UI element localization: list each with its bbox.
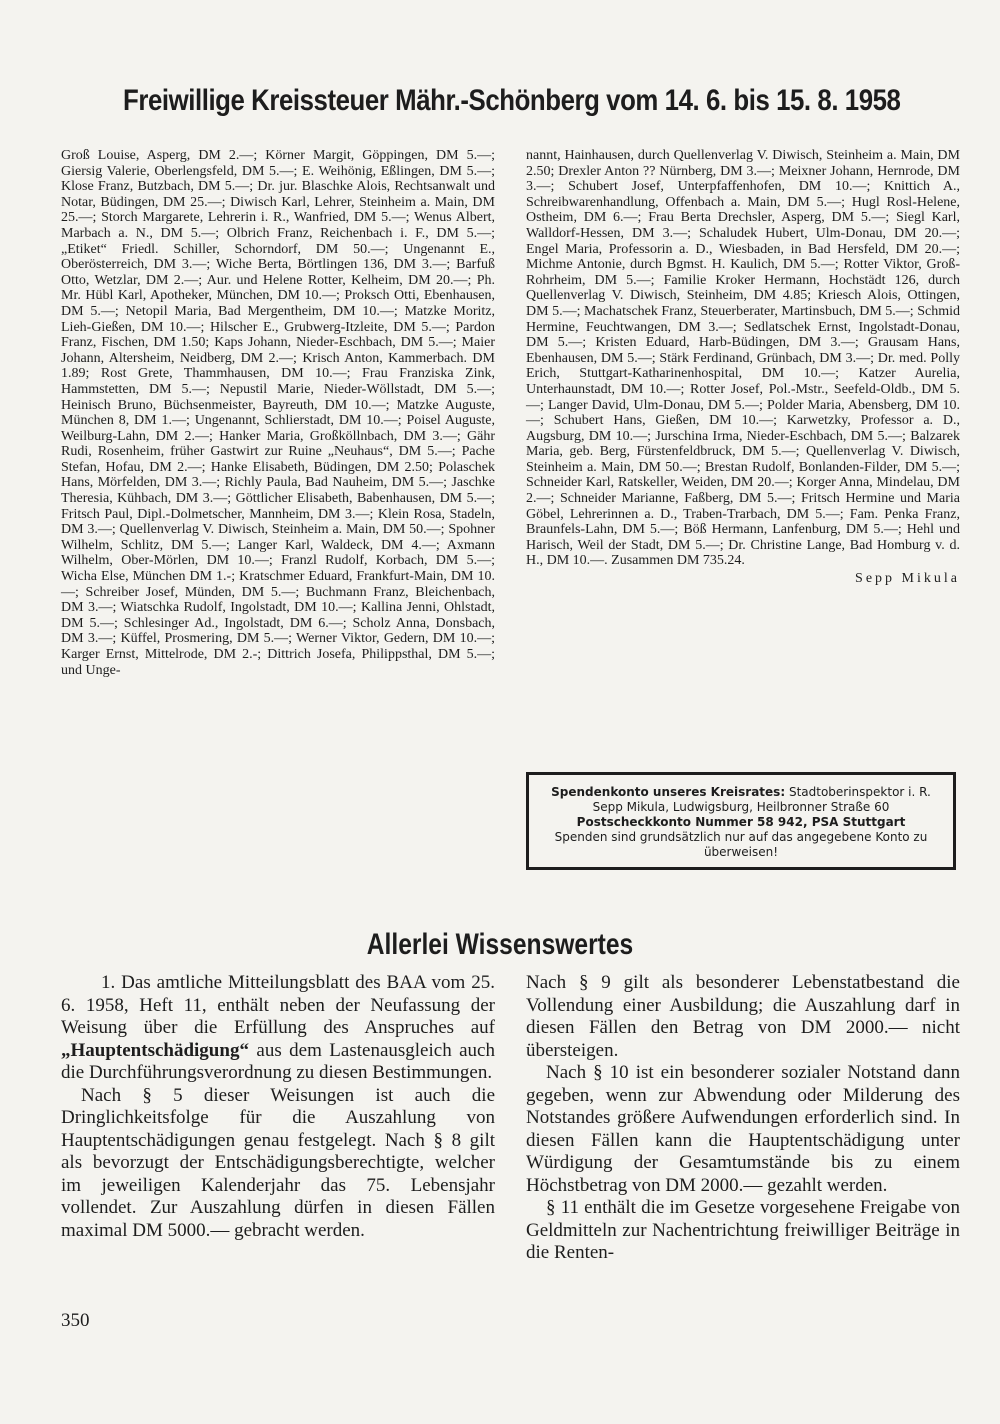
- bank-account-holder: Stadtoberinspektor i. R. Sepp Mikula, Ludwigsburg, Heilbronner Straße 60: [592, 785, 931, 814]
- article-paragraph-2: Nach § 5 dieser Weisungen ist auch die Dringlichkeitsfolge für die Auszahlung von Hauptentschädigungen genau festgelegt. Nach § 8 gilt als bevorzugt der Entschädigungsberechtigte, welcher im jeweiligen Kalenderjahr das 75. Lebensjahr vollendet. Zur Auszahlung dürfen in diesen Fällen maximal DM 5000.— gebracht werden.: [61, 1084, 495, 1241]
- transfer-note: Spenden sind grundsätzlich nur auf das angegebene Konto zu überweisen!: [554, 830, 928, 859]
- donation-list-right-column: [526, 148, 960, 587]
- page-number: 350: [61, 1310, 90, 1331]
- emphasized-term: „Hauptentschädigung“: [61, 1039, 249, 1061]
- bank-account-line: [537, 785, 945, 815]
- article-left-column: [61, 972, 495, 1242]
- donation-list-title: Freiwillige Kreissteuer Mähr.-Schönberg vom 14. 6. bis 15. 8. 1958: [123, 84, 901, 117]
- bank-account-label: Spendenkonto unseres Kreisrates:: [551, 785, 786, 799]
- donation-list-left-column: [61, 148, 495, 678]
- article-paragraph-3: Nach § 9 gilt als besonderer Lebenstatbestand die Vollendung einer Ausbildung; die Auszahlung darf in diesen Fällen den Betrag von DM 2000.— nicht übersteigen.: [526, 972, 960, 1061]
- article-paragraph-4: Nach § 10 ist ein besonderer sozialer Notstand dann gegeben, wenn zur Abwendung oder Milderung des Notstandes größere Aufwendungen erforderlich sind. In diesen Fällen kann die Hauptentschädigung unter Würdigung der Gesamtumstände bis zu einem Höchstbetrag von DM 2000.— gezahlt werden.: [526, 1062, 960, 1196]
- donation-list-left-text: Groß Louise, Asperg, DM 2.—; Körner Margit, Göppingen, DM 5.—; Giersig Valerie, Oberlengsfeld, DM 5.—; E. Weihönig, Eßlingen, DM 5.—; Klose Franz, Butzbach, DM 5.—; Dr. jur. Blaschke Alois, Rechtsanwalt und Notar, Büdingen, DM 25.—; Diwisch Karl, Lehrer, Steinheim a. Main, DM 25.—; Storch Margarete, Lehrerin i. R., Wanfried, DM 5.—; Wenus Albert, Marbach a. N., DM 5.—; Olbrich Franz, Reichenbach i. F., DM 5.—; „Etiket“ Friedl. Schiller, Schorndorf, DM 50.—; Ungenannt E., Oberösterreich, DM 3.—; Wiche Berta, Börtlingen 136, DM 3.—; Barfuß Otto, Wetzlar, DM 2.—; Aur. und Helene Rotter, Kelheim, DM 20.—; Ph. Mr. Hübl Karl, Apotheker, München, DM 10.—; Proksch Otti, Ebenhausen, DM 5.—; Netopil Maria, Bad Mergentheim, DM 10.—; Matzke Moritz, Lieh-Gießen, DM 10.—; Hilscher E., Grubwerg-Itzleite, DM 5.—; Pardon Franz, Fischen, DM 1.50; Kaps Johann, Nieder-Eschbach, DM 5.—; Maier Johann, Altersheim, Neidberg, DM 2.—; Krisch Anton, Kammerbach. DM 1.89; Rost Grete, Thammhausen, DM 10.—; Frau Franziska Zink, Hammstetten, DM 5.—; Nepustil Marie, Nieder-Wöllstadt, DM 5.—; Heinisch Bruno, Büchsenmeister, Bayreuth, DM 10.—; Matzke Auguste, München 8, DM 1.—; Ungenannt, Schlierstadt, DM 10.—; Poisel Auguste, Weilburg-Lahn, DM 2.—; Hanker Maria, Großköllnbach, DM 3.—; Gähr Rudi, Rosenheim, früher Gastwirt zur Ruine „Neuhaus“, DM 5.—; Pache Stefan, Hofau, DM 2.—; Hanke Elisabeth, Büdingen, DM 2.50; Polaschek Hans, Mörfelden, DM 3.—; Richly Paula, Bad Nauheim, DM 5.—; Jaschke Theresia, Kühbach, DM 3.—; Göttlicher Elisabeth, Babenhausen, DM 5.—; Fritsch Paul, Dipl.-Dolmetscher, Mannheim, DM 3.—; Klein Rosa, Stadeln, DM 3.—; Quellenverlag V. Diwisch, Steinheim a. Main, DM 50.—; Spohner Wilhelm, Schlitz, DM 5.—; Langer Karl, Waldeck, DM 4.—; Axmann Wilhelm, Ober-Mörlen, DM 10.—; Franzl Rudolf, Korbach, DM 5.—; Wicha Else, München DM 1.-; Kratschmer Eduard, Frankfurt-Main, DM 10.—; Schreiber Josef, Münden, DM 5.—; Buchmann Franz, Bleichenbach, DM 3.—; Wiatschka Rudolf, Ingolstadt, DM 10.—; Kallina Jenni, Ohlstadt, DM 5.—; Schlesinger Ad., Ingolstadt, DM 6.—; Scholz Anna, Donsbach, DM 3.—; Küffel, Prosmering, DM 5.—; Werner Viktor, Gedern, DM 10.—; Karger Ernst, Mittelrode, DM 2.-; Dittrich Josefa, Philippsthal, DM 5.—; und Unge-: [61, 148, 495, 678]
- paragraph-text: 1. Das amtliche Mitteilungsblatt des BAA vom 25. 6. 1958, Heft 11, enthält neben der Neufassung der Weisung über die Erfüllung des Anspruches auf: [61, 972, 495, 1038]
- postal-account-line: [537, 815, 945, 830]
- article-title: Allerlei Wissenswertes: [366, 928, 634, 961]
- paragraph-text: aus dem Lastenausgleich auch die Durchführungsverordnung zu diesen Bestimmungen.: [61, 1039, 495, 1083]
- postal-account-label: Postscheckkonto Nummer 58 942, PSA Stuttgart: [576, 815, 906, 829]
- article-paragraph-1: [61, 972, 495, 1085]
- signature: Sepp Mikula: [855, 571, 960, 587]
- article-paragraph-5: § 11 enthält die im Gesetze vorgesehene Freigabe von Geldmitteln zur Nachentrichtung freiwilliger Beiträge in die Renten-: [526, 1197, 960, 1263]
- bank-account-box: [526, 772, 956, 870]
- donation-list-right-text: nannt, Hainhausen, durch Quellenverlag V. Diwisch, Steinheim a. Main, DM 2.50; Drexler Anton ?? Nürnberg, DM 3.—; Meixner Johann, Hernrode, DM 3.—; Schubert Josef, Unterpfaffenhofen, DM 10.—; Knittich A., Schreibwarenhandlung, Offenbach a. Main, DM 5.—; Hugl Rosl-Helene, Ostheim, DM 6.—; Frau Berta Drechsler, Asperg, DM 5.—; Siegl Karl, Walldorf-Hessen, DM 3.—; Schaludek Hubert, Ulm-Donau, DM 20.—; Engel Maria, Professorin a. D., Wiesbaden, in Bad Hersfeld, DM 20.—; Michme Antonie, durch Bgmst. H. Kaulich, DM 5.—; Rotter Viktor, Groß-Rohrheim, DM 5.—; Familie Kroker Hermann, Hochstädt 126, durch Quellenverlag V. Diwisch, Steinheim, DM 4.85; Kriesch Alois, Ottingen, DM 5.—; Machatschek Franz, Steuerberater, Martinsbuch, DM 5.—; Schmid Hermine, Feuchtwangen, DM 3.—; Sedlatschek Ernst, Ingolstadt-Donau, DM 5.—; Kristen Eduard, Harb-Büdingen, DM 3.—; Grausam Hans, Ebenhausen, DM 5.—; Stärk Ferdinand, Grünbach, DM 3.—; Dr. med. Polly Erich, Stuttgart-Katharinenhospital, DM 10.—; Katzer Aurelia, Unterhaunstadt, DM 10.—; Rotter Josef, Pol.-Mstr., Seefeld-Oldb., DM 5.—; Langer David, Ulm-Donau, DM 5.—; Polder Maria, Abensberg, DM 10.—; Schubert Hans, Gießen, DM 10.—; Karwetzky, Professor a. D., Augsburg, DM 10.—; Jurschina Irma, Nieder-Eschbach, DM 5.—; Balzarek Maria, geb. Berg, Fürstenfeldbruck, DM 5.—; Quellenverlag V. Diwisch, Steinheim a. Main, DM 50.—; Brestan Rudolf, Bonlanden-Filder, DM 5.—; Schneider Karl, Ratskeller, Weiden, DM 20.—; Korger Anna, Mindelau, DM 2.—; Schneider Marianne, Faßberg, DM 5.—; Fritsch Hermine und Maria Göbel, Lehrerinnen a. D., Traben-Trarbach, DM 5.—; Fam. Penka Franz, Braunfels-Lahn, DM 5.—; Böß Hermann, Lanfenburg, DM 5.—; Hehl und Harisch, Weil der Stadt, DM 5.—; Dr. Christine Lange, Bad Homburg v. d. H., DM 10.—. Zusammen DM 735.24.: [526, 148, 960, 569]
- article-right-column: [526, 972, 960, 1265]
